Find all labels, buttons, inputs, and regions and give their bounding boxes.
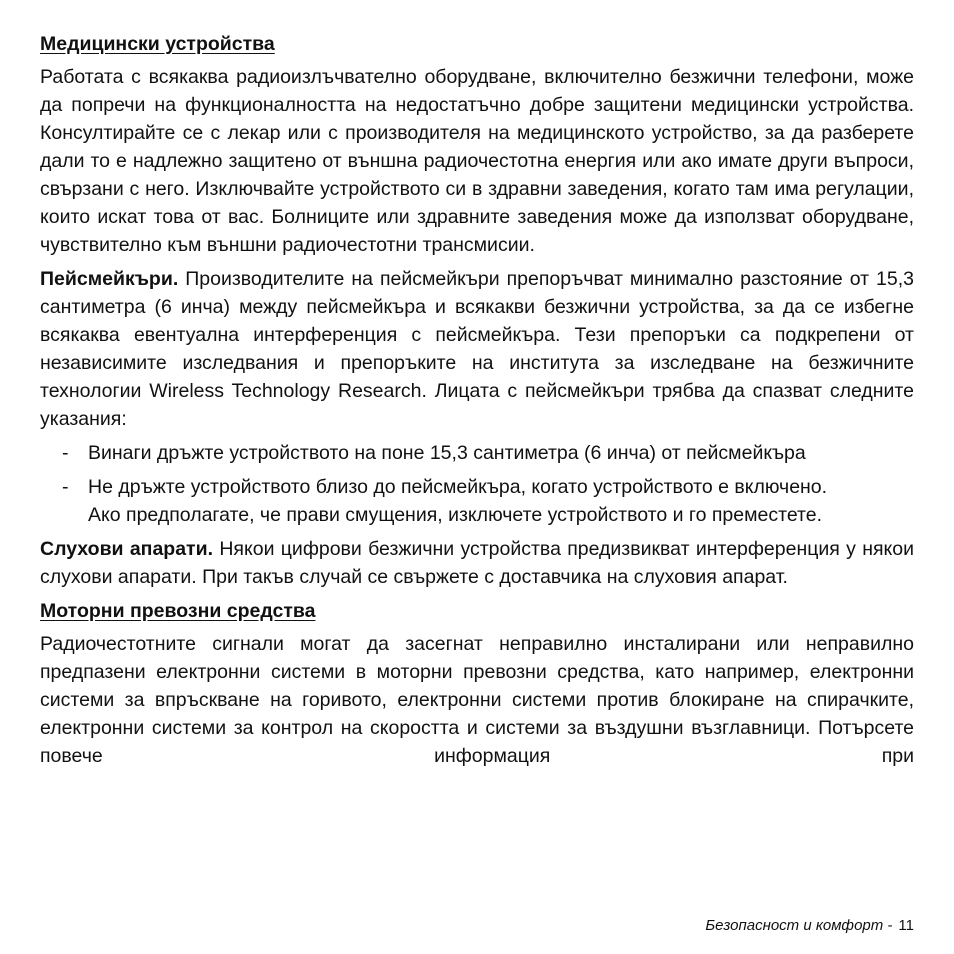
- heading-motor-vehicles: Моторни превозни средства: [40, 600, 316, 622]
- pacemaker-guidelines-list: [40, 439, 914, 501]
- paragraph-medical-devices: Работата с всякаква радиоизлъчвателно оборудване, включително безжични телефони, може да попречи на функционалността на недостатъчно добре защитени медицински устройства. Консултирайте се с лекар или с производителя на медицинското устройство, за да разберете дали то е надлежно защитено от външна радиочестотна енергия или ако имате други въпроси, свързани с него. Изключвайте устройството си в здравни заведения, когато там има регулации, които искат това от вас. Болниците или здравните заведения може да използват оборудване, чувствително към външни радиочестотни трансмисии.: [40, 66, 914, 256]
- lead-hearing-aids: Слухови апарати.: [40, 538, 214, 560]
- lead-pacemakers: Пейсмейкъри.: [40, 268, 179, 290]
- document-page: [40, 30, 914, 776]
- text-hearing-aids: Някои цифрови безжични устройства предизвикват интерференция у някои слухови апарати. При такъв случай се свържете с доставчика на слуховия апарат.: [40, 538, 915, 588]
- list-item-text: Не дръжте устройството близо до пейсмейкъра, когато устройството е включено.: [88, 476, 828, 498]
- pacemaker-follow-up: Ако предполагате, че прави смущения, изключете устройството и го преместете.: [88, 504, 822, 526]
- list-item: [40, 473, 914, 501]
- list-item-text: Винаги дръжте устройството на поне 15,3 сантиметра (6 инча) от пейсмейкъра: [88, 442, 806, 464]
- dash-marker: -: [62, 476, 69, 498]
- heading-medical-devices: Медицински устройства: [40, 33, 275, 55]
- dash-marker: -: [62, 442, 69, 464]
- page-number: 11: [898, 917, 914, 934]
- list-item: [40, 439, 914, 467]
- text-pacemakers: Производителите на пейсмейкъри препоръчват минимално разстояние от 15,3 сантиметра (6 инча) между пейсмейкъра и всякакви безжични устройства, за да се избегне всякаква евентуална интерференция с пейсмейкъра. Тези препоръки са подкрепени от независимите изследвания и препоръките на института за изследване на безжичните технологии Wireless Technology Research. Лицата с пейсмейкъри трябва да спазват следните указания:: [40, 268, 914, 430]
- paragraph-pacemakers: [40, 265, 914, 433]
- footer-title: Безопасност и комфорт -: [705, 917, 893, 934]
- paragraph-hearing-aids: [40, 535, 914, 591]
- page-footer: [705, 917, 914, 934]
- paragraph-motor-vehicles: Радиочестотните сигнали могат да засегнат неправилно инсталирани или неправилно предпазени електронни системи в моторни превозни средства, като например, електронни системи за впръскване на горивото, електронни системи против блокиране на спирачките, електронни системи за контрол на скоростта и системи за въздушни възглавници. Потърсете повече информация при: [40, 633, 914, 767]
